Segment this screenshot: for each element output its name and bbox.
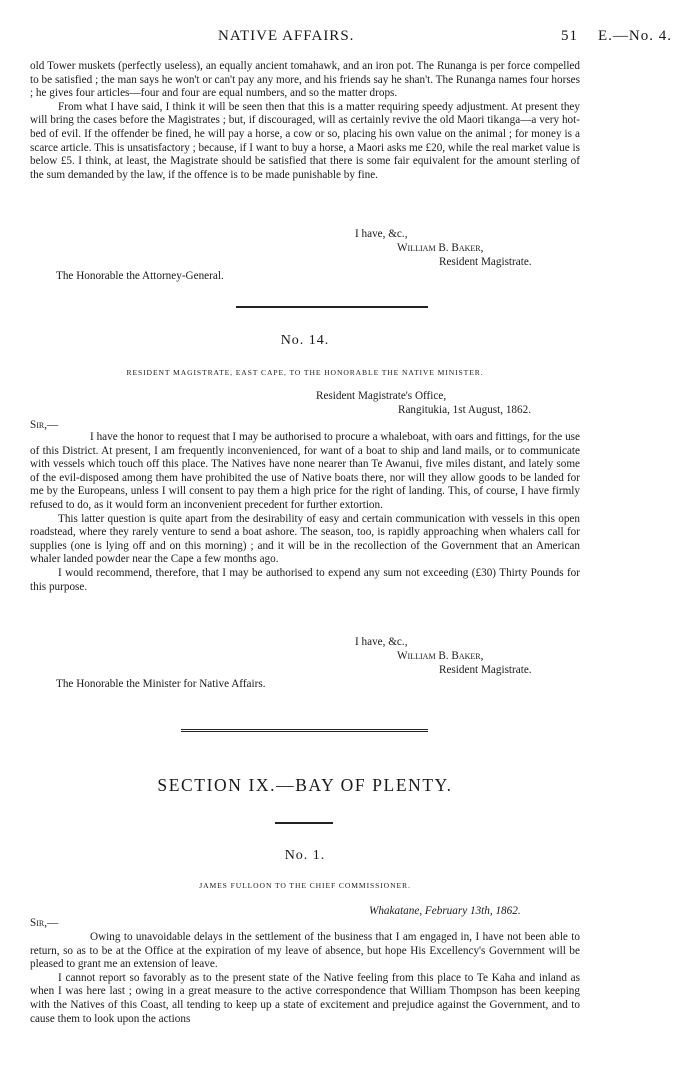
signatory-role: Resident Magistrate. bbox=[439, 256, 532, 268]
letter-1-body bbox=[30, 931, 580, 1026]
signature: William B. Baker, bbox=[397, 242, 484, 254]
letter-heading: RESIDENT MAGISTRATE, EAST CAPE, TO THE HONORABLE THE NATIVE MINISTER. bbox=[126, 368, 484, 377]
letter-13-body bbox=[30, 60, 580, 182]
letter-heading: JAMES FULLOON TO THE CHIEF COMMISSIONER. bbox=[199, 881, 411, 890]
salutation: Sir,— bbox=[30, 917, 59, 929]
letter-number: No. 1. bbox=[284, 848, 326, 863]
section-divider bbox=[181, 729, 428, 732]
divider bbox=[236, 306, 428, 308]
paragraph: I have the honor to request that I may be authorised to procure a whaleboat, with oars and fittings, for the use of this District. At present, I am frequently inconvenienced, for want of a boat to ship and land mails, or to communicate with vessels which touch off this place. The Natives have none nearer than Te Awanui, five miles distant, and lately some of the evil-disposed among them have prohibited the use of Native boats there, nor will they allow goods to be landed for me by the Europeans, unless I will consent to pay them a high price for the right of landing. This, of course, I have firmly refused to do, as it would form an inconvenient precedent for further extortion. bbox=[30, 431, 580, 511]
addressee: The Honorable the Minister for Native Affairs. bbox=[56, 678, 266, 690]
office-line: Resident Magistrate's Office, bbox=[316, 390, 447, 402]
divider bbox=[275, 822, 333, 824]
letter-number: No. 14. bbox=[280, 333, 330, 348]
paragraph: From what I have said, I think it will be seen then that this is a matter requiring speedy adjustment. At present they will bring the cases before the Magistrates ; but, if discouraged, will as certainly revive the old Maori tikanga—a very hot-bed of evil. If the offender be fined, he will pay a horse, a cow or so, placing his own value on the animal ; for money is a scarce article. This is unsatisfactory ; because, if I want to buy a horse, a Maori asks me £20, while the real market value is below £5. I think, at least, the Magistrate should be satisfied that there is some fair equivalent for the amount sterling of the sum demanded by the law, if the offence is to be made punishable by fine. bbox=[30, 100, 580, 181]
paragraph: Owing to unavoidable delays in the settlement of the business that I am engaged in, I have not been able to return, so as to be at the Office at the expiration of my leave of absence, but hope His Excellency's Government will be pleased to grant me an extension of leave. bbox=[30, 931, 580, 971]
document-reference: E.—No. 4. bbox=[598, 28, 672, 44]
page-number: 51 bbox=[561, 28, 578, 44]
paragraph: I would recommend, therefore, that I may be authorised to expend any sum not exceeding (£30) Thirty Pounds for this purpose. bbox=[30, 566, 580, 593]
addressee: The Honorable the Attorney-General. bbox=[56, 270, 224, 282]
signature: William B. Baker, bbox=[397, 650, 484, 662]
paragraph: old Tower muskets (perfectly useless), an equally ancient tomahawk, and an iron pot. The Runanga is per force compelled to be satisfied ; the man says he won't or can't pay any more, and his friends say he shan't. The Runanga names four horses ; he gives four articles—four and four are equal numbers, and so the matter drops. bbox=[30, 60, 580, 100]
running-header bbox=[0, 28, 700, 48]
closing: I have, &c., bbox=[355, 228, 408, 240]
paragraph: I cannot report so favorably as to the present state of the Native feeling from this place to Te Kaha and inland as when I was here last ; owing in a great measure to the active correspondence that William Thompson has been keeping with the Natives of this Coast, all tending to keep up a state of excitement and prejudice against the Government, and to cause them to look upon the actions bbox=[30, 971, 580, 1025]
place-date: Rangitukia, 1st August, 1862. bbox=[398, 404, 532, 416]
place-date: Whakatane, February 13th, 1862. bbox=[369, 905, 521, 917]
letter-14-body bbox=[30, 431, 580, 594]
salutation: Sir,— bbox=[30, 419, 59, 431]
paragraph: This latter question is quite apart from the desirability of easy and certain communication with vessels in this open roadstead, where they rarely venture to send a boat ashore. The season, too, is rapidly approaching when whalers call for supplies (one is lying off and on this morning) ; and it will be in the recollection of the Government that an American whaler landed powder near the Cape a few months ago. bbox=[30, 512, 580, 566]
closing: I have, &c., bbox=[355, 636, 408, 648]
signatory-role: Resident Magistrate. bbox=[439, 664, 532, 676]
header-title: NATIVE AFFAIRS. bbox=[218, 28, 355, 44]
section-title: SECTION IX.—BAY OF PLENTY. bbox=[157, 775, 453, 795]
